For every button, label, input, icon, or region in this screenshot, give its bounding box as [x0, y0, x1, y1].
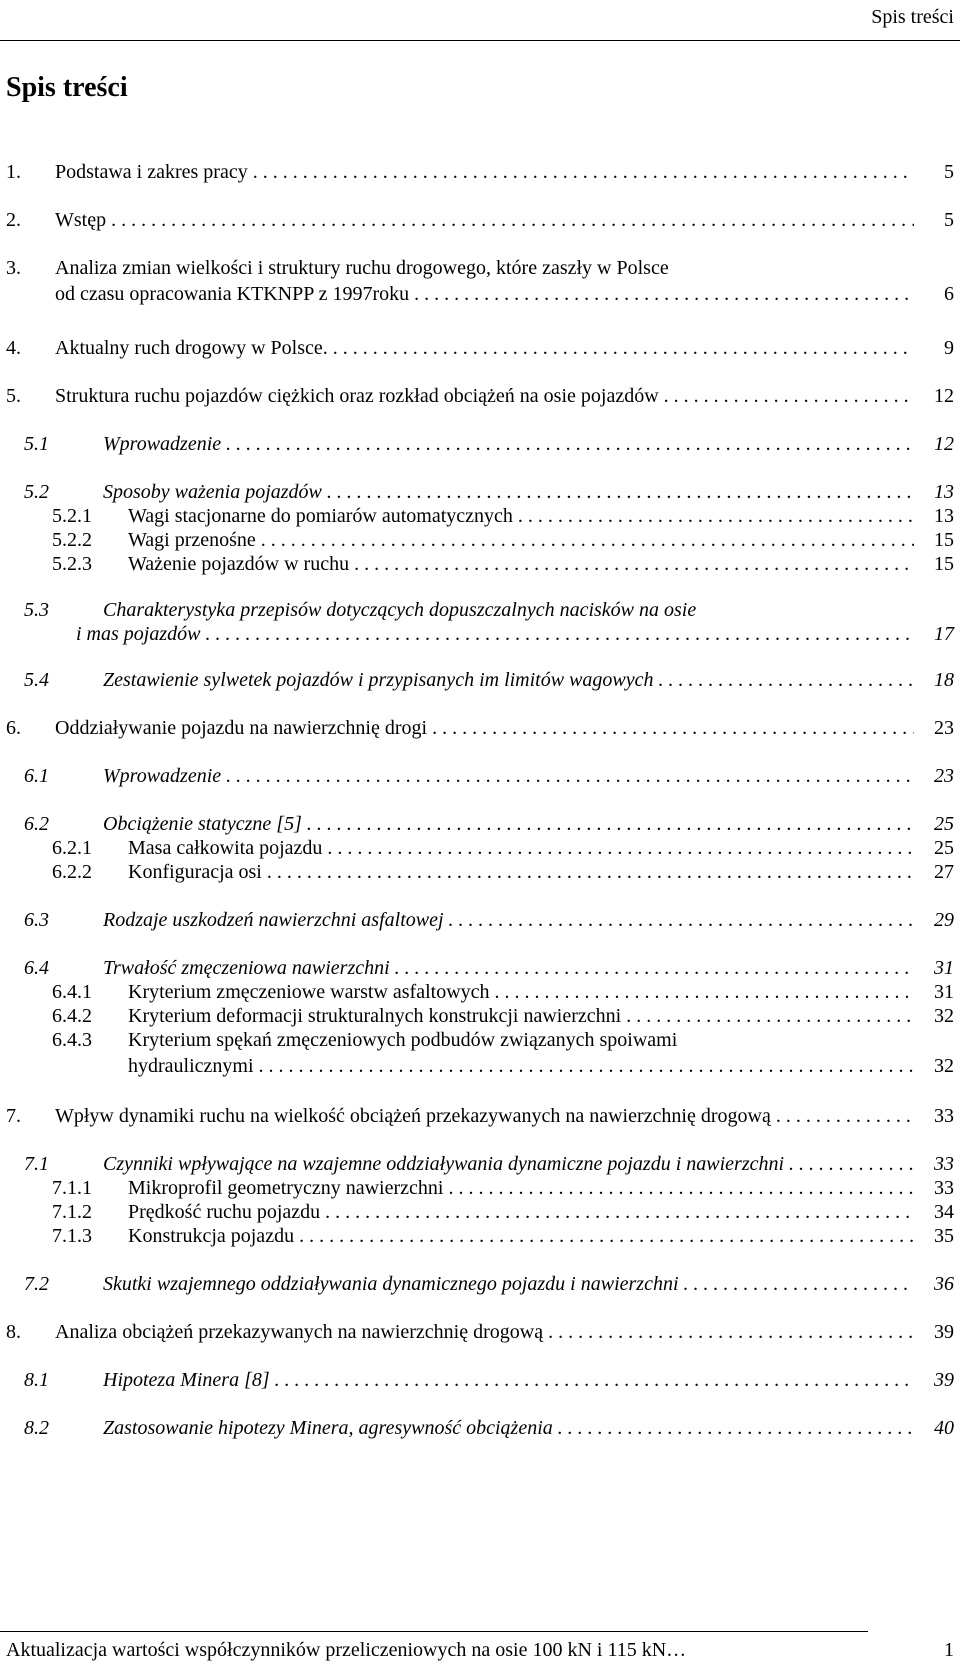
toc-entry-page: 15 [934, 529, 954, 551]
toc-entry-page: 27 [934, 861, 954, 883]
toc-entry-title: Wstęp . . . [55, 208, 914, 232]
toc-entry-number: 6.4.1 [52, 981, 92, 1003]
toc-entry-number: 8.2 [24, 1417, 49, 1439]
toc-entry-number: 6.4.2 [52, 1005, 92, 1027]
toc-entry-title: Wpływ dynamiki ruchu na wielkość obciążeń przekazywanych na nawierzchnię drogową . . . [55, 1104, 914, 1128]
toc-entry-number: 5.2.1 [52, 505, 92, 527]
toc-entry-page: 32 [934, 1005, 954, 1027]
toc-entry-number: 6.2 [24, 813, 49, 835]
toc-entry-title: Obciążenie statyczne [5] . . . [103, 812, 914, 836]
toc-entry-page: 13 [934, 481, 954, 503]
toc-entry-page: 29 [934, 909, 954, 931]
toc-entry-title: Hipoteza Minera [8] . . . [103, 1368, 914, 1392]
toc-entry-page: 33 [934, 1177, 954, 1199]
toc-entry-page: 39 [934, 1369, 954, 1391]
toc-entry-number: 6.4 [24, 957, 49, 979]
toc-entry-page: 25 [934, 813, 954, 835]
toc-entry-page: 34 [934, 1201, 954, 1223]
toc-entry-title: Sposoby ważenia pojazdów . . . [103, 480, 914, 504]
toc-entry-page: 35 [934, 1225, 954, 1247]
toc-entry-number: 6.1 [24, 765, 49, 787]
toc-entry-number: 8. [6, 1321, 21, 1343]
toc-entry-title: Kryterium zmęczeniowe warstw asfaltowych . . . [128, 980, 914, 1004]
footer-rule [0, 1631, 868, 1632]
toc-entry-page: 18 [934, 669, 954, 691]
toc-entry-title: Wprowadzenie . . . [103, 432, 914, 456]
toc-entry-title: Konstrukcja pojazdu . . . [128, 1224, 914, 1248]
toc-entry-number: 5.4 [24, 669, 49, 691]
toc-entry-number: 5.1 [24, 433, 49, 455]
toc-entry-number: 2. [6, 209, 21, 231]
toc-entry-page: 12 [934, 385, 954, 407]
toc-entry-number: 5. [6, 385, 21, 407]
toc-entry-title: Zastosowanie hipotezy Minera, agresywność obciążenia . . . [103, 1416, 914, 1440]
toc-entry-number: 5.2.2 [52, 529, 92, 551]
toc-entry-number: 7.1.3 [52, 1225, 92, 1247]
toc-entry-number: 7.1.1 [52, 1177, 92, 1199]
footer-page-number: 1 [944, 1639, 954, 1661]
toc-entry-page: 6 [944, 283, 954, 305]
page-title: Spis treści [6, 72, 128, 103]
toc-entry-title-line: Charakterystyka przepisów dotyczących dopuszczalnych nacisków na osie [103, 599, 697, 621]
toc-entry-title: Oddziaływanie pojazdu na nawierzchnię drogi . . . [55, 716, 914, 740]
toc-entry-number: 7.1.2 [52, 1201, 92, 1223]
toc-entry-page: 25 [934, 837, 954, 859]
toc-entry-number: 7.1 [24, 1153, 49, 1175]
toc-entry-number: 6.2.2 [52, 861, 92, 883]
toc-entry-title: Podstawa i zakres pracy . . . [55, 160, 914, 184]
toc-entry-title: Prędkość ruchu pojazdu . . . [128, 1200, 914, 1224]
toc-entry-number: 6. [6, 717, 21, 739]
toc-entry-page: 9 [944, 337, 954, 359]
toc-entry-page: 5 [944, 209, 954, 231]
toc-entry-number: 5.2.3 [52, 553, 92, 575]
toc-entry-title: Aktualny ruch drogowy w Polsce. . . . [55, 336, 914, 360]
toc-entry-number: 7.2 [24, 1273, 49, 1295]
toc-entry-number: 5.3 [24, 599, 49, 621]
footer-text: Aktualizacja wartości współczynników przeliczeniowych na osie 100 kN i 115 kN… [6, 1639, 687, 1661]
toc-entry-number: 4. [6, 337, 21, 359]
toc-entry-page: 23 [934, 765, 954, 787]
toc-entry-title: Ważenie pojazdów w ruchu . . . [128, 552, 914, 576]
toc-entry-title: Struktura ruchu pojazdów ciężkich oraz rozkład obciążeń na osie pojazdów . . . [55, 384, 914, 408]
toc-entry-page: 17 [934, 623, 954, 645]
toc-entry-title: od czasu opracowania KTKNPP z 1997roku . . . [55, 282, 914, 306]
toc-entry-title: Mikroprofil geometryczny nawierzchni . . . [128, 1176, 914, 1200]
toc-entry-title: Wagi stacjonarne do pomiarów automatycznych . . . [128, 504, 914, 528]
toc-entry-number: 8.1 [24, 1369, 49, 1391]
toc-entry-page: 13 [934, 505, 954, 527]
toc-entry-page: 31 [934, 957, 954, 979]
toc-entry-page: 31 [934, 981, 954, 1003]
toc-entry-title: Analiza obciążeń przekazywanych na nawierzchnię drogową . . . [55, 1320, 914, 1344]
toc-entry-number: 6.3 [24, 909, 49, 931]
toc-entry-title: Czynniki wpływające na wzajemne oddziaływania dynamiczne pojazdu i nawierzchni . . . [103, 1152, 914, 1176]
running-title: Spis treści [871, 6, 954, 28]
toc-entry-number: 6.2.1 [52, 837, 92, 859]
toc-entry-title: i mas pojazdów . . . [76, 622, 914, 646]
toc-entry-page: 33 [934, 1153, 954, 1175]
toc-entry-title-line: Analiza zmian wielkości i struktury ruchu drogowego, które zaszły w Polsce [55, 257, 669, 279]
toc-entry-title: Rodzaje uszkodzeń nawierzchni asfaltowej . . . [103, 908, 914, 932]
toc-entry-title: hydraulicznymi . . . [128, 1054, 914, 1078]
page-footer [0, 1626, 960, 1666]
toc-entry-title-line: Kryterium spękań zmęczeniowych podbudów związanych spoiwami [128, 1029, 678, 1051]
toc-entry-page: 5 [944, 161, 954, 183]
toc-entry-number: 7. [6, 1105, 21, 1127]
toc-entry-page: 33 [934, 1105, 954, 1127]
toc-entry-title: Zestawienie sylwetek pojazdów i przypisanych im limitów wagowych . . . [103, 668, 914, 692]
toc-entry-title: Trwałość zmęczeniowa nawierzchni . . . [103, 956, 914, 980]
toc-entry-number: 3. [6, 257, 21, 279]
toc-entry-title: Wagi przenośne . . . [128, 528, 914, 552]
toc-entry-page: 39 [934, 1321, 954, 1343]
toc-entry-title: Konfiguracja osi . . . [128, 860, 914, 884]
toc-entry-title: Skutki wzajemnego oddziaływania dynamicznego pojazdu i nawierzchni . . . [103, 1272, 914, 1296]
toc-entry-page: 15 [934, 553, 954, 575]
toc-entry-number: 1. [6, 161, 21, 183]
toc-entry-page: 40 [934, 1417, 954, 1439]
toc-entry-number: 5.2 [24, 481, 49, 503]
toc-entry-page: 36 [934, 1273, 954, 1295]
toc-entry-page: 12 [934, 433, 954, 455]
toc-entry-number: 6.4.3 [52, 1029, 92, 1051]
toc-entry-title: Wprowadzenie . . . [103, 764, 914, 788]
toc-entry-title: Kryterium deformacji strukturalnych konstrukcji nawierzchni . . . [128, 1004, 914, 1028]
toc-entry-title: Masa całkowita pojazdu . . . [128, 836, 914, 860]
toc-entry-page: 23 [934, 717, 954, 739]
toc-entry-page: 32 [934, 1055, 954, 1077]
